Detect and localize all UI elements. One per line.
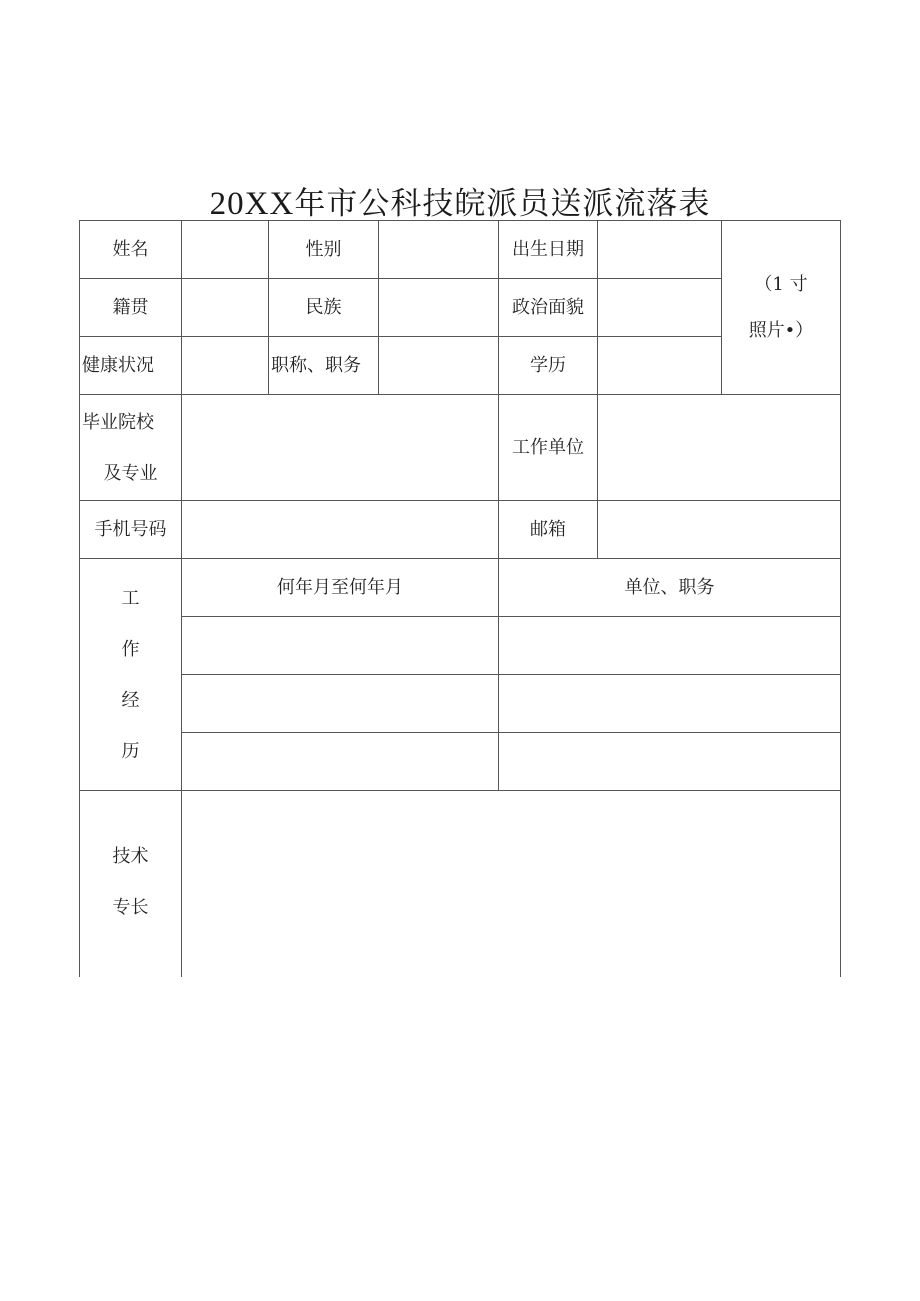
birth-label: 出生日期: [499, 221, 598, 279]
experience-period-field[interactable]: [182, 675, 499, 733]
job-title-field[interactable]: [379, 337, 499, 395]
experience-label-char: 作: [121, 638, 140, 660]
photo-hint-line2: 照片•）: [748, 319, 814, 341]
skill-field[interactable]: [182, 791, 841, 977]
row-experience-header: [80, 559, 841, 617]
application-form: [79, 220, 841, 977]
title-year: 20XX: [209, 186, 295, 222]
email-label: 邮箱: [499, 501, 598, 559]
photo-hint-line1: （1 寸: [754, 273, 808, 295]
experience-period-field[interactable]: [182, 617, 499, 675]
experience-period-header: 何年月至何年月: [182, 559, 499, 617]
education-label: 学历: [499, 337, 598, 395]
skill-label-line1: 技术: [112, 846, 149, 867]
experience-label-char: 工: [121, 587, 140, 609]
skill-label-line2: 专长: [112, 897, 149, 918]
photo-box[interactable]: [722, 221, 841, 395]
experience-label: [80, 559, 182, 791]
health-label: 健康状况: [80, 337, 182, 395]
experience-unit-field[interactable]: [499, 675, 841, 733]
experience-period-field[interactable]: [182, 733, 499, 791]
name-label: 姓名: [80, 221, 182, 279]
experience-unit-field[interactable]: [499, 733, 841, 791]
experience-row: [80, 733, 841, 791]
workplace-label: 工作单位: [499, 395, 598, 501]
experience-unit-header: 单位、职务: [499, 559, 841, 617]
experience-label-char: 经: [121, 689, 140, 711]
phone-label: 手机号码: [80, 501, 182, 559]
row-school: [80, 395, 841, 501]
ethnicity-label: 民族: [269, 279, 379, 337]
phone-field[interactable]: [182, 501, 499, 559]
workplace-field[interactable]: [598, 395, 841, 501]
row-skills: [80, 791, 841, 977]
row-phone: [80, 501, 841, 559]
birth-field[interactable]: [598, 221, 722, 279]
email-field[interactable]: [598, 501, 841, 559]
school-label: [80, 395, 182, 501]
school-label-line1: 毕业院校: [82, 411, 154, 433]
political-label: 政治面貌: [499, 279, 598, 337]
education-field[interactable]: [598, 337, 722, 395]
school-field[interactable]: [182, 395, 499, 501]
origin-label: 籍贯: [80, 279, 182, 337]
school-label-line2: 及专业: [103, 462, 158, 484]
page-title: [0, 178, 920, 223]
origin-field[interactable]: [182, 279, 269, 337]
health-field[interactable]: [182, 337, 269, 395]
ethnicity-field[interactable]: [379, 279, 499, 337]
experience-row: [80, 617, 841, 675]
gender-field[interactable]: [379, 221, 499, 279]
experience-row: [80, 675, 841, 733]
experience-label-char: 历: [121, 740, 140, 762]
political-field[interactable]: [598, 279, 722, 337]
skill-label: [80, 791, 182, 977]
row-name: [80, 221, 841, 279]
title-text: 年市公科技皖派员送派流落表: [294, 186, 711, 222]
experience-unit-field[interactable]: [499, 617, 841, 675]
job-title-label: 职称、职务: [269, 337, 379, 395]
name-field[interactable]: [182, 221, 269, 279]
gender-label: 性别: [269, 221, 379, 279]
